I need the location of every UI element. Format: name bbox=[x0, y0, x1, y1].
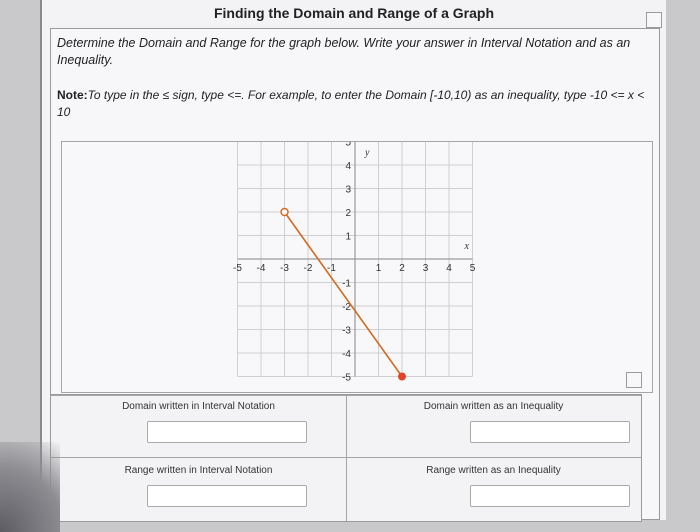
coordinate-graph bbox=[62, 142, 652, 392]
y-tick-label: -2 bbox=[342, 302, 351, 313]
graph-panel bbox=[61, 141, 653, 393]
y-tick-label: 2 bbox=[345, 208, 351, 219]
x-axis-label: x bbox=[464, 241, 469, 252]
y-tick-label: 4 bbox=[345, 161, 351, 172]
closed-endpoint bbox=[399, 373, 406, 380]
range-interval-label: Range written in Interval Notation bbox=[124, 465, 273, 476]
graph-toggle-box[interactable] bbox=[626, 372, 642, 388]
x-tick-label: -2 bbox=[303, 263, 313, 274]
domain-interval-label: Domain written in Interval Notation bbox=[122, 401, 275, 412]
y-tick-label: -4 bbox=[342, 349, 351, 360]
x-tick-label: 3 bbox=[422, 263, 429, 274]
x-tick-label: -3 bbox=[280, 263, 289, 274]
open-endpoint bbox=[281, 209, 288, 216]
y-tick-label: -5 bbox=[342, 372, 351, 384]
x-tick-label: -1 bbox=[327, 263, 336, 274]
instructions-text: Determine the Domain and Range for the graph below. Write your answer in Interval Notation and as an Inequality. bbox=[57, 36, 631, 67]
x-tick-label: 5 bbox=[469, 263, 476, 274]
y-axis-label: y bbox=[365, 147, 370, 159]
top-right-box[interactable] bbox=[646, 12, 662, 28]
domain-inequality-input[interactable] bbox=[470, 421, 630, 443]
y-tick-label: 3 bbox=[345, 184, 351, 196]
x-tick-label: 2 bbox=[399, 263, 405, 274]
domain-interval-input[interactable] bbox=[147, 421, 307, 443]
answer-table bbox=[50, 394, 642, 522]
y-tick-label: 5 bbox=[345, 142, 351, 149]
x-tick-label: 1 bbox=[375, 263, 382, 274]
page-title: Finding the Domain and Range of a Graph bbox=[213, 5, 494, 21]
range-interval-input[interactable] bbox=[147, 485, 307, 507]
domain-inequality-label: Domain written as an Inequality bbox=[423, 401, 564, 412]
range-inequality-label: Range written as an Inequality bbox=[426, 465, 561, 476]
y-tick-label: -1 bbox=[342, 278, 351, 290]
x-tick-label: -4 bbox=[256, 263, 266, 274]
y-tick-label: 1 bbox=[345, 231, 351, 243]
x-tick-label: 4 bbox=[446, 263, 452, 274]
note-label: Note: bbox=[57, 88, 88, 102]
x-tick-label: -5 bbox=[233, 263, 242, 274]
table-divider bbox=[346, 395, 347, 521]
note-text bbox=[57, 87, 647, 121]
range-inequality-input[interactable] bbox=[470, 485, 630, 507]
photo-shadow bbox=[0, 442, 60, 532]
note-body: To type in the ≤ sign, type <=. For example, to enter the Domain [-10,10) as an inequality, type -10 <= x < 10 bbox=[57, 88, 645, 119]
table-divider bbox=[51, 457, 641, 458]
y-tick-label: -3 bbox=[342, 325, 351, 337]
